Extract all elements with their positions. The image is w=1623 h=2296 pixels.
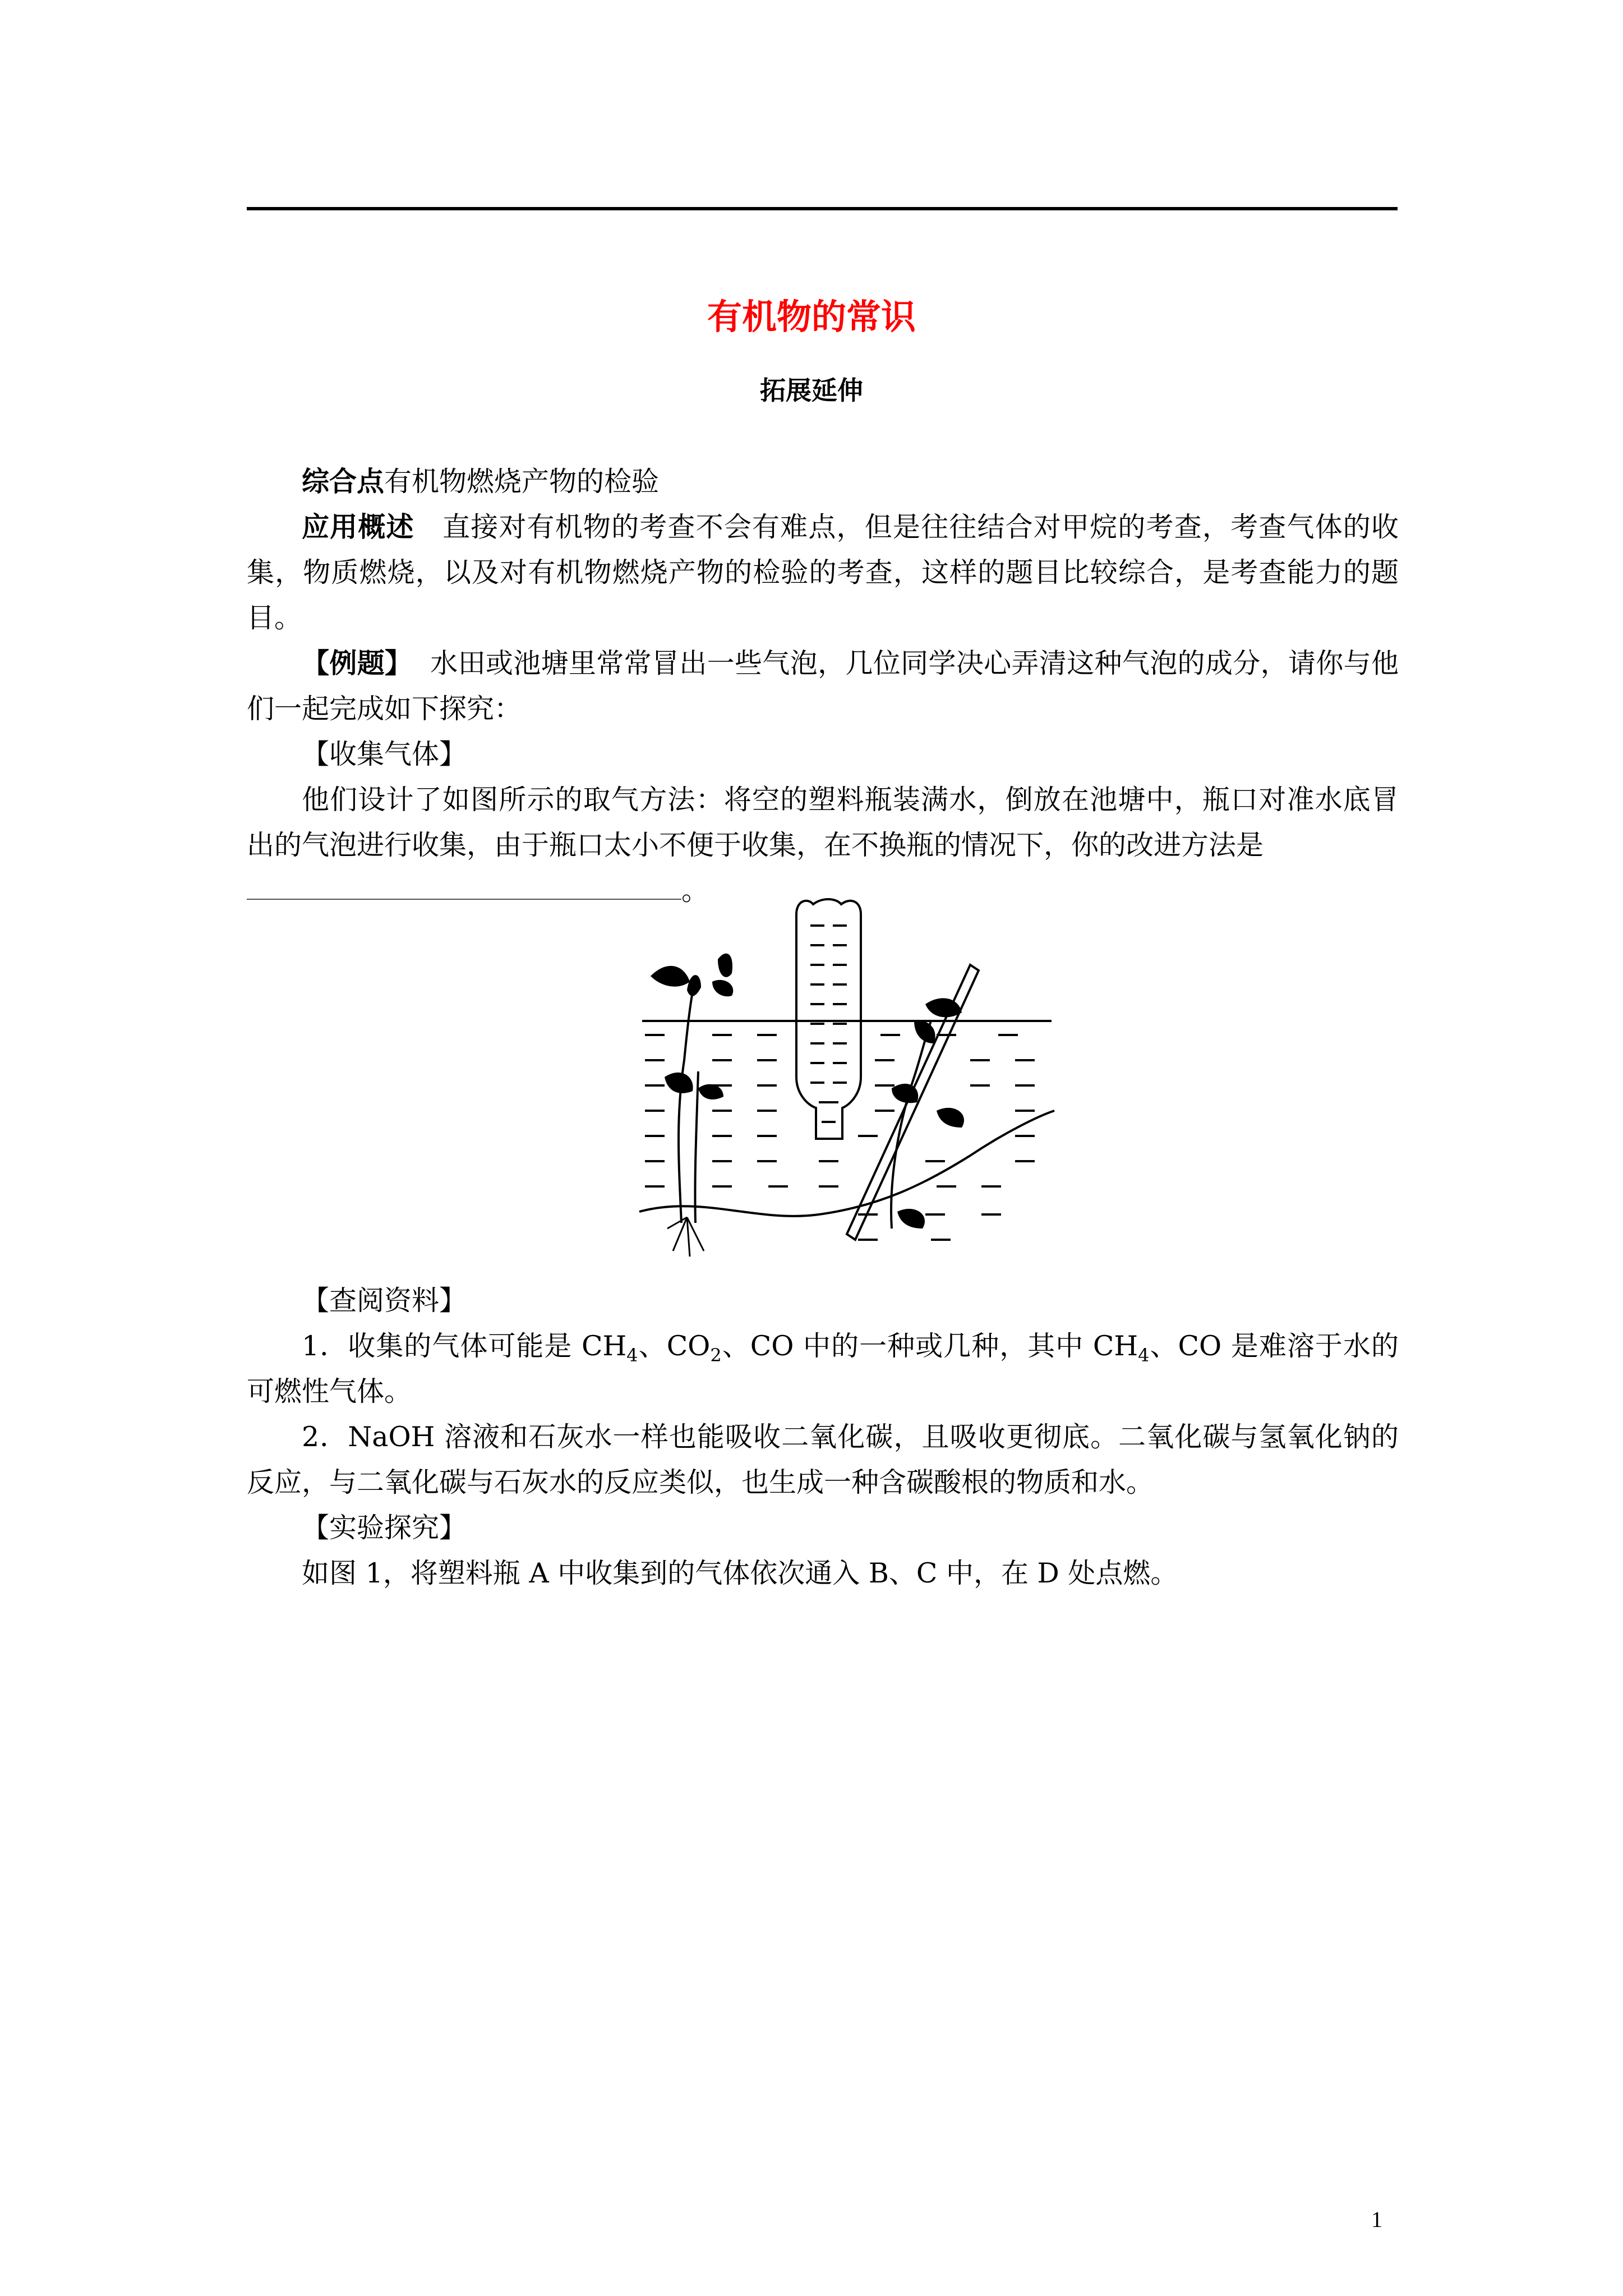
intro-block <box>247 459 1399 913</box>
plant-stem-left <box>679 976 695 1223</box>
pond-bottle-figure <box>634 892 1060 1262</box>
overview-text: 直接对有机物的考查不会有难点，但是往往结合对甲烷的考查，考查气体的收集，物质燃烧，以及对有机物燃烧产物的检验的考查，这样的题目比较综合，是考查能力的题目。 <box>247 511 1399 634</box>
page-subtitle: 拓展延伸 <box>760 375 863 406</box>
example-label: 【例题】 <box>302 647 413 679</box>
point-text: 有机物燃烧产物的检验 <box>384 466 660 498</box>
ground-line <box>639 1111 1054 1216</box>
reference-item-2: 2．NaOH 溶液和石灰水一样也能吸收二氧化碳，且吸收更彻底。二氧化碳与氢氧化钠的反应，与二氧化碳与石灰水的反应类似，也生成一种含碳酸根的物质和水。 <box>247 1421 1399 1498</box>
example-paragraph <box>247 641 1399 731</box>
page-number: 1 <box>1371 2207 1382 2232</box>
overview-label: 应用概述 <box>302 510 414 543</box>
collect-heading: 【收集气体】 <box>302 738 467 770</box>
experiment-paragraph: 如图 1，将塑料瓶 A 中收集到的气体依次通入 B、C 中，在 D 处点燃。 <box>302 1557 1178 1589</box>
reference-item-1: 1．收集的气体可能是 $CH_4$、$CO_2$、CO 中的一种或几种，其中 $CH_4$、CO 是难溶于水的可燃性气体。 <box>247 1330 1399 1407</box>
bottle-water-dashes <box>810 926 847 1122</box>
collect-end: 。 <box>681 875 709 907</box>
answer-blank[interactable] <box>247 869 681 900</box>
example-text: 水田或池塘里常常冒出一些气泡，几位同学决心弄清这种气泡的成分，请你与他们一起完成如下探究： <box>247 647 1399 725</box>
page-title: 有机物的常识 <box>707 296 916 337</box>
plant-roots <box>667 1217 704 1257</box>
point-line <box>247 459 1399 504</box>
overview-paragraph <box>247 504 1399 641</box>
reference-heading: 【查阅资料】 <box>302 1285 467 1317</box>
experiment-heading: 【实验探究】 <box>302 1512 467 1544</box>
point-label: 综合点 <box>302 465 385 498</box>
collect-text: 他们设计了如图所示的取气方法：将空的塑料瓶装满水，倒放在池塘中，瓶口对准水底冒出的气泡进行收集，由于瓶口太小不便于收集，在不换瓶的情况下，你的改进方法是 <box>247 784 1399 861</box>
water-dashes <box>645 1035 1035 1240</box>
header-rule <box>247 207 1398 210</box>
reference-block <box>247 1278 1399 1596</box>
